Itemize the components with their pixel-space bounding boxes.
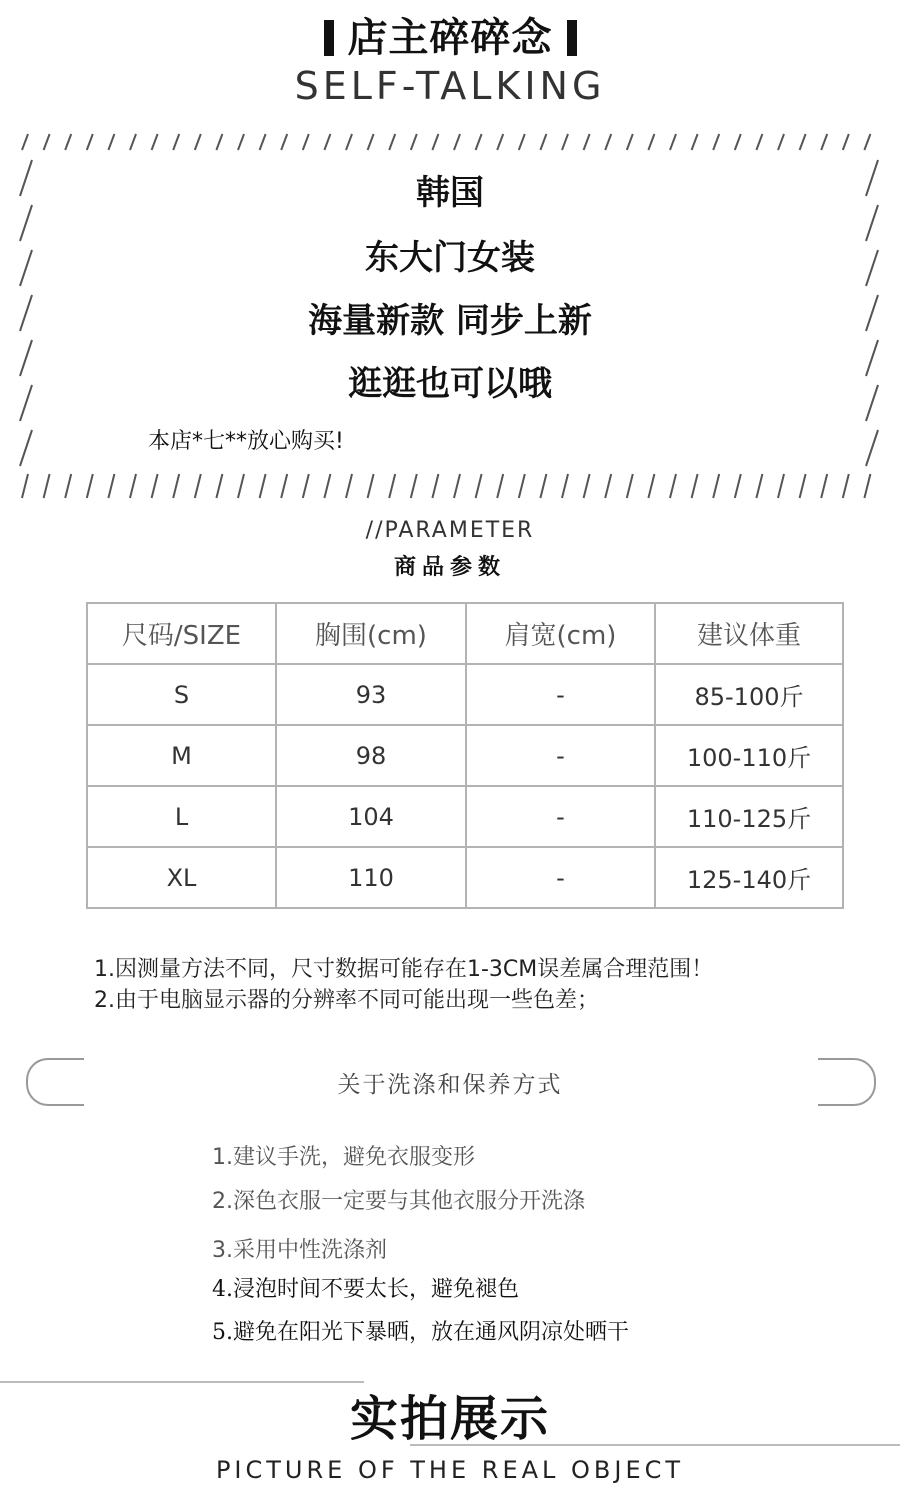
frame-slash — [519, 134, 525, 150]
color-note: 2.由于电脑显示器的分辨率不同可能出现一些色差； — [94, 988, 599, 1013]
frame-slash — [497, 134, 503, 150]
frame-slash — [130, 474, 136, 498]
frame-slash — [20, 430, 32, 466]
intro-line-1: 韩国 — [416, 173, 484, 213]
table-row — [87, 847, 843, 908]
frame-slash — [195, 134, 201, 150]
frame-slash — [821, 134, 827, 150]
frame-slash — [65, 134, 71, 150]
table-cell: 93 — [276, 664, 466, 725]
table-row — [87, 725, 843, 786]
frame-slash — [843, 474, 849, 498]
frame-slash — [670, 474, 676, 498]
frame-slash — [800, 134, 806, 150]
frame-slash — [562, 134, 568, 150]
frame-slash — [281, 134, 287, 150]
table-cell: S — [87, 664, 276, 725]
frame-slash — [44, 474, 50, 498]
frame-slash — [540, 474, 546, 498]
frame-slash — [778, 474, 784, 498]
frame-slash — [497, 474, 503, 498]
frame-slash — [87, 474, 93, 498]
frame-slash — [454, 474, 460, 498]
table-cell: 100-110斤 — [655, 725, 843, 786]
frame-slash — [216, 134, 222, 150]
frame-slash — [389, 134, 395, 150]
table-cell: XL — [87, 847, 276, 908]
frame-slash — [821, 474, 827, 498]
frame-slash — [108, 474, 114, 498]
frame-slash — [303, 134, 309, 150]
title-bar-right — [567, 20, 577, 56]
table-cell: 110-125斤 — [655, 786, 843, 847]
frame-slash — [368, 474, 374, 498]
frame-slash — [584, 134, 590, 150]
table-cell: - — [466, 664, 655, 725]
table-header-row — [87, 603, 843, 664]
frame-slash — [432, 134, 438, 150]
frame-slash — [843, 134, 849, 150]
frame-slash — [648, 134, 654, 150]
frame-slash — [346, 134, 352, 150]
title-bar-left — [324, 20, 334, 56]
frame-slash — [756, 474, 762, 498]
care-item: 3.采用中性洗涤剂 — [212, 1238, 387, 1263]
size-table — [86, 602, 844, 909]
frame-slash — [281, 474, 287, 498]
frame-slash — [44, 134, 50, 150]
frame-slash — [432, 474, 438, 498]
frame-slash — [627, 134, 633, 150]
frame-slash — [713, 134, 719, 150]
frame-slash — [648, 474, 654, 498]
frame-slash — [562, 474, 568, 498]
care-item: 2.深色衣服一定要与其他衣服分开洗涤 — [212, 1189, 585, 1214]
frame-slash — [260, 134, 266, 150]
frame-slash — [864, 474, 870, 498]
store-note: 本店*七**放心购买! — [148, 429, 344, 454]
care-title: 关于洗涤和保养方式 — [337, 1072, 563, 1098]
frame-slash — [87, 134, 93, 150]
parameter-heading-en: //PARAMETER — [365, 518, 535, 543]
frame-slash — [605, 474, 611, 498]
table-cell: - — [466, 847, 655, 908]
frame-slash — [389, 474, 395, 498]
table-row — [87, 786, 843, 847]
intro-line-2: 东大门女装 — [365, 238, 535, 278]
frame-slash — [713, 474, 719, 498]
frame-slash — [476, 134, 482, 150]
frame-slash — [454, 134, 460, 150]
intro-line-3: 海量新款 同步上新 — [308, 301, 592, 341]
table-cell: L — [87, 786, 276, 847]
page-title-text: 店主碎碎念 — [347, 15, 553, 61]
frame-slash — [368, 134, 374, 150]
frame-slash — [866, 430, 878, 466]
care-item: 1.建议手洗，避免衣服变形 — [212, 1145, 475, 1170]
table-cell: - — [466, 725, 655, 786]
frame-slash — [195, 474, 201, 498]
frame-slash — [778, 134, 784, 150]
frame-slash — [864, 134, 870, 150]
table-cell: 125-140斤 — [655, 847, 843, 908]
frame-slash — [800, 474, 806, 498]
table-cell: 104 — [276, 786, 466, 847]
frame-slash — [540, 134, 546, 150]
frame-slash — [152, 474, 158, 498]
measurement-note: 1.因测量方法不同，尺寸数据可能存在1-3CM误差属合理范围！ — [94, 957, 714, 982]
frame-slash — [303, 474, 309, 498]
frame-slash — [238, 134, 244, 150]
frame-slash — [735, 134, 741, 150]
frame-slash — [756, 134, 762, 150]
frame-slash — [584, 474, 590, 498]
frame-slash — [216, 474, 222, 498]
frame-slash — [152, 134, 158, 150]
frame-slash — [238, 474, 244, 498]
frame-slash — [346, 474, 352, 498]
page-subtitle: SELF-TALKING — [294, 64, 606, 108]
table-header-cell: 尺码/SIZE — [87, 603, 276, 664]
table-cell: 98 — [276, 725, 466, 786]
frame-slash — [692, 474, 698, 498]
table-header-cell: 胸围(cm) — [276, 603, 466, 664]
table-header-cell: 肩宽(cm) — [466, 603, 655, 664]
frame-slash — [627, 474, 633, 498]
frame-slash — [173, 474, 179, 498]
frame-slash — [22, 134, 28, 150]
table-row — [87, 664, 843, 725]
table-cell: 110 — [276, 847, 466, 908]
frame-slash — [476, 474, 482, 498]
table-cell: M — [87, 725, 276, 786]
page-title — [0, 6, 900, 63]
table-cell: - — [466, 786, 655, 847]
frame-slash — [260, 474, 266, 498]
frame-slash — [324, 474, 330, 498]
care-item: 4.浸泡时间不要太长，避免褪色 — [212, 1277, 519, 1302]
frame-slash — [173, 134, 179, 150]
frame-slash — [692, 134, 698, 150]
table-header-cell: 建议体重 — [655, 603, 843, 664]
frame-slash — [411, 134, 417, 150]
table-cell: 85-100斤 — [655, 664, 843, 725]
real-photo-title: 实拍展示 — [349, 1391, 550, 1447]
care-item: 5.避免在阳光下暴晒，放在通风阴凉处晒干 — [212, 1320, 629, 1345]
frame-slash — [670, 134, 676, 150]
frame-slash — [130, 134, 136, 150]
frame-slash — [411, 474, 417, 498]
frame-slash — [605, 134, 611, 150]
frame-slash — [65, 474, 71, 498]
frame-slash — [22, 474, 28, 498]
frame-slash — [519, 474, 525, 498]
frame-slash — [735, 474, 741, 498]
frame-slash — [108, 134, 114, 150]
real-photo-subtitle: PICTURE OF THE REAL OBJECT — [215, 1456, 685, 1484]
intro-line-4: 逛逛也可以哦 — [348, 364, 552, 404]
frame-slash — [324, 134, 330, 150]
parameter-heading-cn: 商品参数 — [393, 555, 506, 580]
